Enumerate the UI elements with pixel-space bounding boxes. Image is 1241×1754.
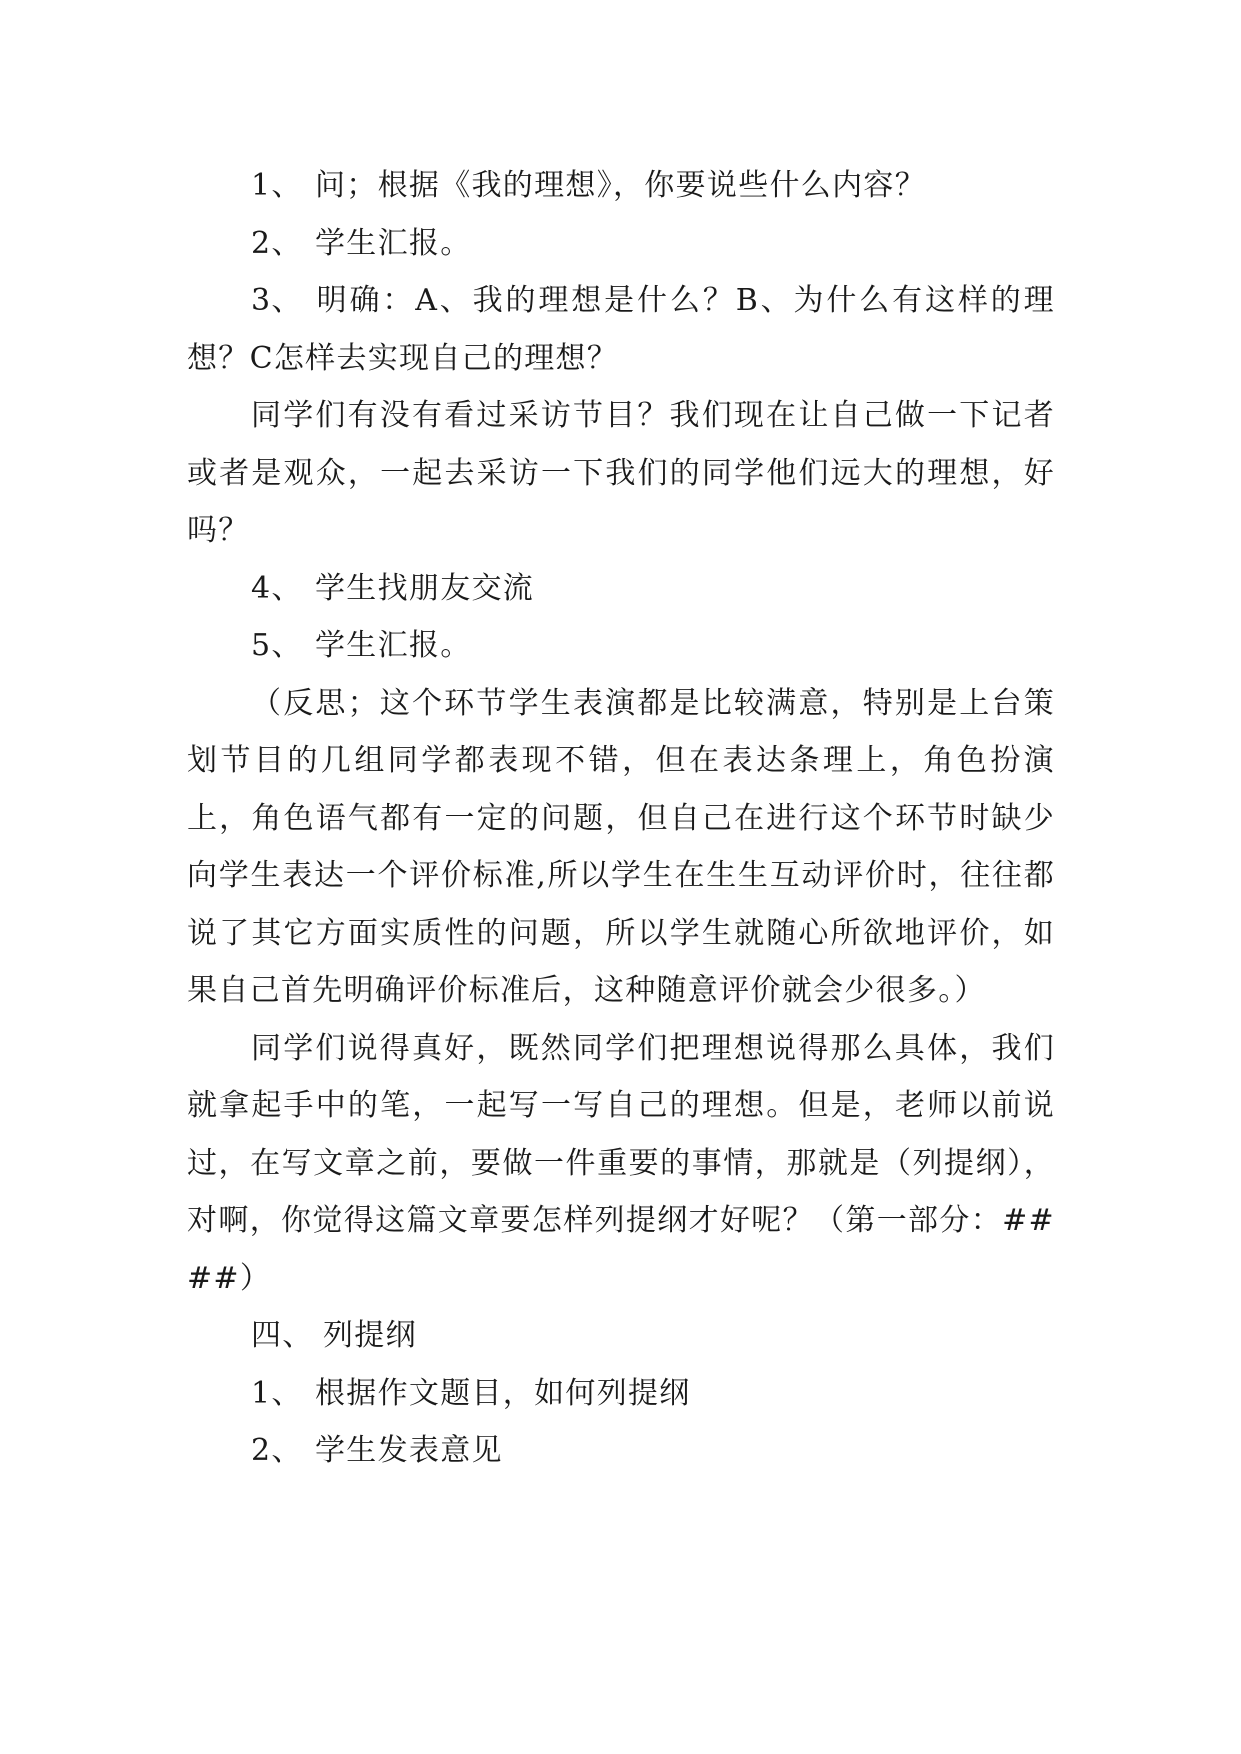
list-number: 1、 [251,1375,303,1411]
list-text: 学生发表意见 [315,1433,503,1468]
list-number: 1、 [251,168,303,203]
list-item [187,215,1055,273]
paragraph-reflection: （反思；这个环节学生表演都是比较满意，特别是上台策划节目的几组同学都表现不错，但在表达条理上，角色扮演上，角色语气都有一定的问题，但自己在进行这个环节时缺少向学生表达一个评价标准,所以学生在生生互动评价时，往往都说了其它方面实质性的问题，所以学生就随心所欲地评价，如果自己首先明确评价标准后，这种随意评价就会少很多。） [187,685,1055,1008]
section-number: 四、 [251,1318,314,1353]
list-item [187,560,1055,618]
list-number: 5、 [251,628,303,663]
list-text: 问；根据《我的理想》，你要说些什么内容？ [315,168,926,203]
list-number: 2、 [251,1433,303,1468]
list-item [187,617,1055,675]
section-title: 列提纲 [323,1318,417,1353]
list-number: 2、 [251,225,303,261]
list-item [187,1422,1055,1480]
list-text: 明确：A、我的理想是什么？B、为什么有这样的理想？C怎样去实现自己的理想？ [187,283,1055,376]
list-number: 3、 [251,283,303,318]
list-text: 学生汇报。 [315,225,472,261]
list-item [187,272,1055,387]
document-body [187,157,1055,1480]
list-text: 根据作文题目，如何列提纲 [315,1375,691,1411]
section-heading [187,1307,1055,1365]
list-text: 学生汇报。 [315,628,472,663]
paragraph-interview: 同学们有没有看过采访节目？我们现在让自己做一下记者或者是观众，一起去采访一下我们的同学他们远大的理想，好吗？ [187,398,1055,548]
paragraph-outline-intro: 同学们说得真好，既然同学们把理想说得那么具体，我们就拿起手中的笔，一起写一写自己的理想。但是，老师以前说过，在写文章之前，要做一件重要的事情，那就是（列提纲），对啊，你觉得这篇文章要怎样列提纲才好呢？（第一部分：####） [187,1030,1055,1296]
list-item [187,157,1055,215]
list-number: 4、 [251,570,303,606]
list-text: 学生找朋友交流 [315,570,535,606]
list-item [187,1365,1055,1423]
